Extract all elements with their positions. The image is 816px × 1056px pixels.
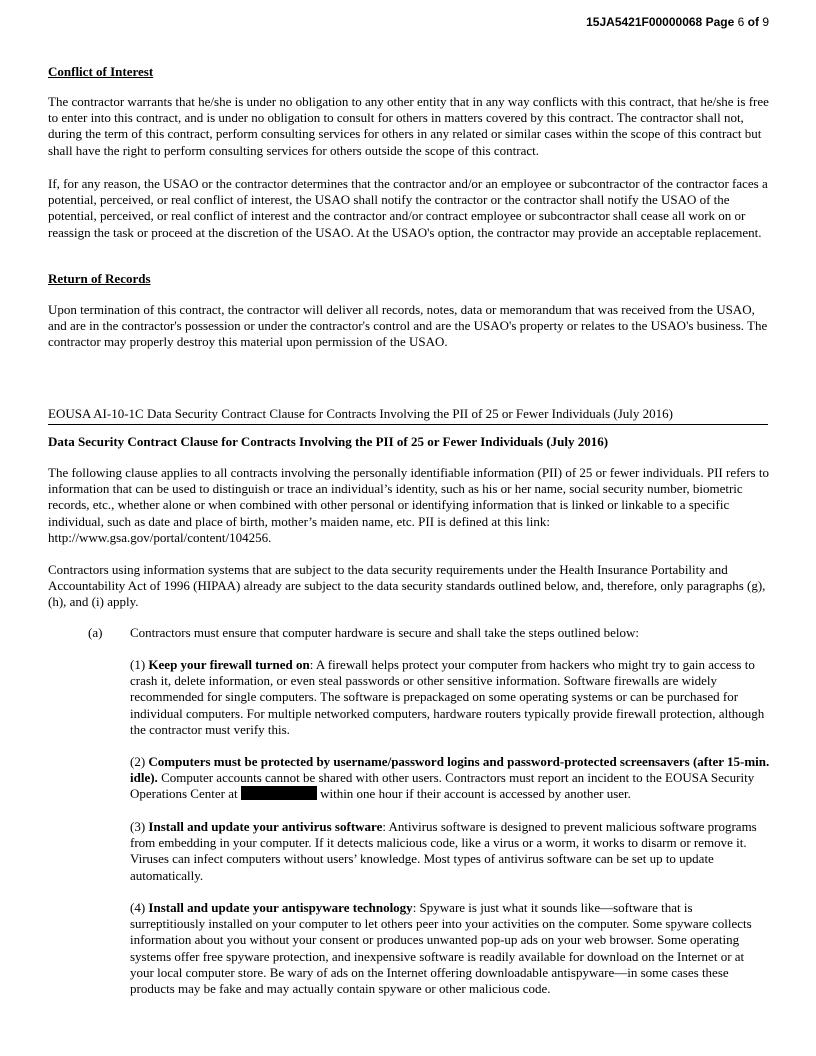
item-a-label: (a) xyxy=(88,625,103,640)
subitem-title: Keep your firewall turned on xyxy=(148,657,310,672)
subitem-text: : A firewall helps protect your computer from hackers who might try to gain access to crash it, delete information, or even steal passwords or other sensitive information. Software firewalls are widely recommended for single computers. The software is prepackaged on some operating systems or can be purchased for individual computers. For multiple networked computers, hardware routers typically provide firewall protection, although the contractor must verify this. xyxy=(130,657,765,737)
subitem-number: (2) xyxy=(130,754,149,769)
subitem-4 xyxy=(130,900,770,997)
conflict-heading: Conflict of Interest xyxy=(48,64,154,79)
clause-text: The following clause applies to all contracts involving the personally identifiable information (PII) of 25 or fewer individuals. PII refers to information that can be used to distinguish or trace an individual’s identity, such as his or her name, social security number, biometric records, etc., whether alone or when combined with other personal or identifying information that is linked or linkable to a specific individual, such as date and place of birth, mother’s maiden name, etc. PII is defined at this link: xyxy=(48,465,769,529)
records-heading: Return of Records xyxy=(48,271,151,286)
page-header xyxy=(586,14,769,30)
subitem-text: : Spyware is just what it sounds like—software that is surreptitiously installed on your computer to let others peer into your activities on the computer. Some spyware collects information about you without your consent or produces unwanted pop-up ads on your web browser. Some operating systems offer free spyware protection, and inexpensive software is readily available for download on the Internet or at your local computer store. Be wary of ads on the Internet offering downloadable antispyware—in some cases these products may be fake and may actually contain spyware or other malicious code. xyxy=(130,900,752,997)
clause-paragraph-2: Contractors using information systems that are subject to the data security requirements under the Health Insurance Portability and Accountability Act of 1996 (HIPAA) already are subject to the data security standards outlined below, and, therefore, only paragraphs (g), (h), and (i) apply. xyxy=(48,562,766,610)
of-label: of xyxy=(747,15,759,29)
subitem-3 xyxy=(130,819,770,884)
conflict-paragraph-1: The contractor warrants that he/she is under no obligation to any other entity that in any way conflicts with this contract, that he/she is free to enter into this contract, and is under no obligation to consult for others in matters covered by this contract. The contractor shall not, during the term of this contract, perform consulting services for others in any related or similar cases within the scope of this contract but shall have the right to perform consulting services for others outside the scope of this contract. xyxy=(48,94,769,158)
page-label: Page xyxy=(705,15,735,29)
subitem-text: : Antivirus software is designed to prevent malicious software programs from embedding in your computer. If it detects malicious code, like a virus or a worm, it works to disarm or remove it. Viruses can infect computers without users’ knowledge. Most types of antivirus software can be set up to update automatically. xyxy=(130,819,757,883)
subitem-title: Computers must be protected by username/password logins and password-protected screensavers (after 15-min. idle). xyxy=(130,754,770,786)
subitem-number: (4) xyxy=(130,900,149,915)
item-a-text: Contractors must ensure that computer hardware is secure and shall take the steps outlined below: xyxy=(130,625,640,640)
redacted-phone xyxy=(241,786,317,800)
subitem-number: (3) xyxy=(130,819,149,834)
section-header: EOUSA AI-10-1C Data Security Contract Clause for Contracts Involving the PII of 25 or Fewer Individuals (July 2016) xyxy=(48,406,673,421)
subitem-2 xyxy=(130,754,770,803)
subitem-title: Install and update your antivirus software xyxy=(148,819,383,834)
clause-title: Data Security Contract Clause for Contracts Involving the PII of 25 or Fewer Individuals (July 2016) xyxy=(48,434,609,449)
page-number: 6 xyxy=(737,15,745,29)
clause-paragraph-1 xyxy=(48,465,770,546)
subitem-1 xyxy=(130,657,770,738)
pii-link[interactable]: http://www.gsa.gov/portal/content/104256. xyxy=(48,529,272,545)
page-total: 9 xyxy=(762,15,769,29)
conflict-paragraph-2: If, for any reason, the USAO or the contractor determines that the contractor and/or an employee or subcontractor of the contractor faces a potential, perceived, or real conflict of interest, the USAO shall notify the contractor or the contractor shall notify the USAO of the potential, perceived, or real conflict of interest and the contractor and/or contract employee or subcontractor shall cease all work on or reassign the task or proceed at the discretion of the USAO. At the USAO's option, the contractor may provide an acceptable replacement. xyxy=(48,176,768,240)
subitem-title: Install and update your antispyware technology xyxy=(148,900,413,915)
records-paragraph: Upon termination of this contract, the contractor will deliver all records, notes, data or memorandum that was received from the USAO, and are in the contractor's possession or under the contractor's control and are the USAO's property or relates to the USAO's business. The contractor may properly destroy this material upon permission of the USAO. xyxy=(48,302,768,350)
document-id: 15JA5421F00000068 xyxy=(586,15,703,29)
subitem-number: (1) xyxy=(130,657,149,672)
subitem-text: within one hour if their account is accessed by another user. xyxy=(316,786,631,802)
subitem-text: Computer accounts cannot be shared with other users. Contractors must report an incident to the EOUSA Security Operations Center at xyxy=(130,770,755,802)
section-divider xyxy=(48,424,768,425)
